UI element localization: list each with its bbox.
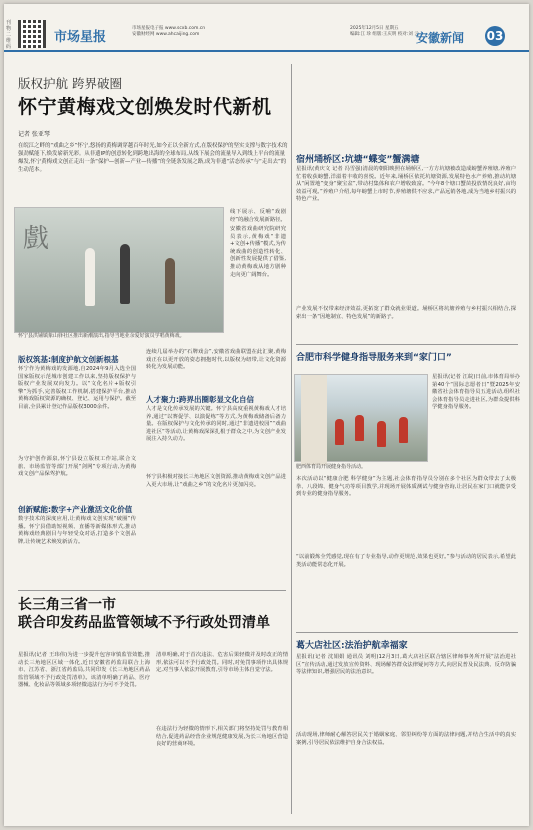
audience-figure — [165, 258, 175, 304]
section-divider — [18, 590, 286, 591]
editor-credits: 编辑:江 珍 组版:王庆明 校对:刘 云 — [350, 32, 419, 37]
main-body-1b: 为守护创作源泉,怀宁县设立版权工作站,联合文旅、市场监管等部门开展“剑网”专项行动,为黄梅戏文创产品保驾护航。 — [18, 456, 136, 478]
masthead-meta-right — [350, 26, 419, 38]
meta-line: 安徽财经网 www.ahcaijing.com — [132, 32, 200, 37]
building-pillar — [301, 375, 327, 465]
bottom-body-a: 星报讯(记者 王玮伟)为进一步提升包容审慎监管效能,推动长三角地区区域一体化,近日安徽省药监局联合上海市、江苏省、浙江省药监局,共同印发《长三角地区药品监管领域不予行政处罚清单》。该清单明确了药品、医疗器械、化妆品等领域多项轻微违法行为可不予处罚。 — [18, 652, 150, 689]
dancer-figure — [399, 417, 408, 443]
main-body-3b: 怀宁县积极对接长三角地区文创资源,推动黄梅戏文创产品进入更大市场,让“戏曲之乡”的文化名片更加闪亮。 — [146, 474, 286, 488]
main-byline: 记者 张亚琴 — [18, 131, 50, 138]
right-story3-body2: 活动现场,律师耐心解答居民关于婚姻家庭、邻里纠纷等方面的法律问题,并结合生活中的真实案例,引导居民依法维护自身合法权益。 — [296, 732, 516, 746]
bottom-body-b: 清单明确,对于首次违法、危害后果轻微并及时改正的情形,依法可以不予行政处罚。同时,对免罚事项作出具体规定,对当事人依法开展教育,引导市场主体自觉守法。 — [156, 652, 288, 674]
main-body-2: 数字技术的深度应用,让黄梅戏文创实现“破圈”传播。怀宁县借助短视频、直播等新媒体形式,推动黄梅戏经典剧目与年轻受众对话,打造多个文创品牌,让传统艺术焕发新活力。 — [18, 516, 136, 545]
taichi-photo — [294, 374, 428, 462]
column-divider — [291, 64, 292, 814]
main-body-3: 人才是文化传承发展的关键。怀宁县高度重视黄梅戏人才培养,通过“以赛促学、以演促练”等方式,为黄梅戏储备后备力量。在版权保护与文化传承的同时,通过“非遗进校园”“戏曲进社区”等活动,让黄梅戏深深扎根于群众之中,为文创产业发展注入持久动力。 — [146, 406, 286, 443]
performer-figure — [120, 244, 130, 304]
main-subhead-2: 创新赋能:数字+产业激活文化价值 — [18, 505, 133, 514]
dancer-figure — [377, 421, 386, 447]
performer-figure — [85, 248, 95, 306]
right-story1-body2: 产业发展不仅带来经济效益,更拓宽了群众就业渠道。埇桥区将坑塘养殖与乡村振兴相结合,探索出一条“因地制宜、特色发展”的新路子。 — [296, 306, 516, 320]
main-lead: 在皖江之畔的“戏曲之乡”怀宁,悠扬的黄梅调穿越百年时光,如今正以全新方式,在版权保护的坚实支撑与数字技术的强劲赋能下,焕发崭新光彩。从非遗IP的创意转化到跨地出海的全球布局,从线下展会的流量导入到线上平台的流量爆发,怀宁黄梅戏文创正走出一条“保护—创新—产业—传播”的全链条发展之路,成为非遗“活态传承”与“走出去”的生动范本。 — [18, 143, 288, 173]
main-headline: 怀宁黄梅戏文创焕发时代新机 — [18, 96, 272, 118]
bottom-headline-line2: 联合印发药品监管领域不予行政处罚清单 — [18, 615, 270, 631]
page-number: 03 — [485, 26, 505, 46]
section-divider — [296, 632, 518, 633]
bottom-body-c: 在违法行为轻微的情形下,相关部门将坚持处罚与教育相结合,促进药品经营企业规范健康发展,为长三角地区营造良好的营商环境。 — [156, 726, 288, 748]
newspaper-logo: 市场星报 — [54, 30, 107, 45]
section-divider — [296, 344, 518, 345]
main-col2-a: 线下展示、反哺“戏剧经”的融合发展新路径。 — [230, 209, 286, 223]
right-story2-caption: 肥西体育局开展健身指导活动。 — [296, 464, 367, 470]
meta-line: 市场星报电子报 www.scxb.com.cn — [132, 26, 206, 31]
main-kicker: 版权护航 跨界破圈 — [18, 76, 122, 91]
main-subhead-3: 人才聚力:跨界出圈彰显文化自信 — [146, 395, 254, 404]
right-story2-title: 合肥市科学健身指导服务来到“家门口” — [296, 353, 452, 363]
right-story1-body: 星报讯(黄庆文 记者 冯雪强)清晨的朝阳映照在埇桥区,一方方坑塘被改造成螃蟹养殖塘,养殖户忙着收获螃蟹,洋溢着丰收的喜悦。近年来,埇桥区依托坑塘资源,发展特色水产养殖,推动坑塘从“闲置地”变身“聚宝盆”,带动村集体和农户增收致富。“今年8个塘口蟹苗投放情况良好,亩均效益可观。”养殖户介绍,每年螃蟹上市时节,养殖塘供不应求,产品远销各地,成为当地乡村振兴的特色产业。 — [296, 166, 516, 203]
right-story3-body: 星报讯(记者 沈娟娟 通讯员 刘明)12月3日,葛大店社区联合辖区律师事务所开展“法治进社区”宣传活动,通过发放宣传资料、现场解答群众法律疑问等方式,向居民普及民法典、反诈防骗等法律知识,增强居民的法治意识。 — [296, 654, 516, 676]
right-story2-photo-side: 星报讯(记者 江皖)日前,市体育局举办第40个“国际志愿者日”暨2025年安徽省社会体育指导员五进活动,组织社会体育指导员走进社区,为群众提供科学健身指导服务。 — [432, 374, 520, 411]
right-story1-title: 宿州埇桥区:坑塘“蝶变”蟹满塘 — [296, 155, 420, 165]
side-note: 刊物二维码 — [6, 20, 12, 50]
main-col2-c: 连续几届举办的“石牌戏会”,安徽省戏曲联盟在此汇聚,黄梅戏正在以更开放的姿态拥抱时代,以版权为纽带,让文化资源转化为发展动能。 — [146, 349, 286, 371]
right-story2-body2: “以前锻炼全凭感觉,现在有了专业指导,动作更规范,效果也更好。”参与活动的居民表示,希望此类活动能常态化开展。 — [296, 554, 516, 568]
newspaper-page — [4, 4, 529, 826]
bottom-headline-line1: 长三角三省一市 — [18, 597, 116, 613]
dancer-figure — [355, 415, 364, 441]
main-body-1: 怀宁作为黄梅戏的发源地,自2024年9月入选全国国家版权示范城市创建工作以来,坚持版权保护与版权产业发展双向发力。以“文化名片+版权引擎”为抓手,完善版权工作机制,搭建保护平台,推动黄梅戏版权资源的确权、登记、运用与保护。截至目前,全县累计登记作品版权3000余件。 — [18, 366, 136, 410]
masthead-meta-mid — [132, 26, 205, 38]
issue-date: 2025年12月5日 星期五 — [350, 26, 399, 31]
main-photo — [14, 207, 224, 333]
main-photo-caption: 怀宁县洪铺镇象山驿社区推出新潮演出,指导当地业余爱好演员学唱黄梅戏。 — [18, 333, 185, 339]
main-subhead-1: 版权筑基:制度护航文创新根基 — [18, 355, 119, 364]
main-col2-b: 安徽省戏曲研究院研究员表示,黄梅戏“非遗+文创+传播”模式,为传统戏曲的创造性转化、创新性发展提供了借鉴,推动黄梅戏从地方剧种走向更广阔舞台。 — [230, 226, 286, 278]
dancer-figure — [335, 419, 344, 445]
wall-calligraphy: 戲 — [23, 224, 50, 254]
qr-code-pattern — [21, 23, 43, 45]
section-title: 安徽新闻 — [416, 31, 465, 45]
right-story3-title: 葛大店社区:法治护航幸福家 — [296, 641, 408, 651]
right-story2-body: 本次活动以“健康合肥 科学健身”为主题,社会体育指导员分别在多个社区为群众带去了太极拳、八段锦、健身气功等项目教学,并现场开展体质测试与健身咨询,让居民在家门口就能享受到专业的健身指导服务。 — [296, 476, 516, 498]
